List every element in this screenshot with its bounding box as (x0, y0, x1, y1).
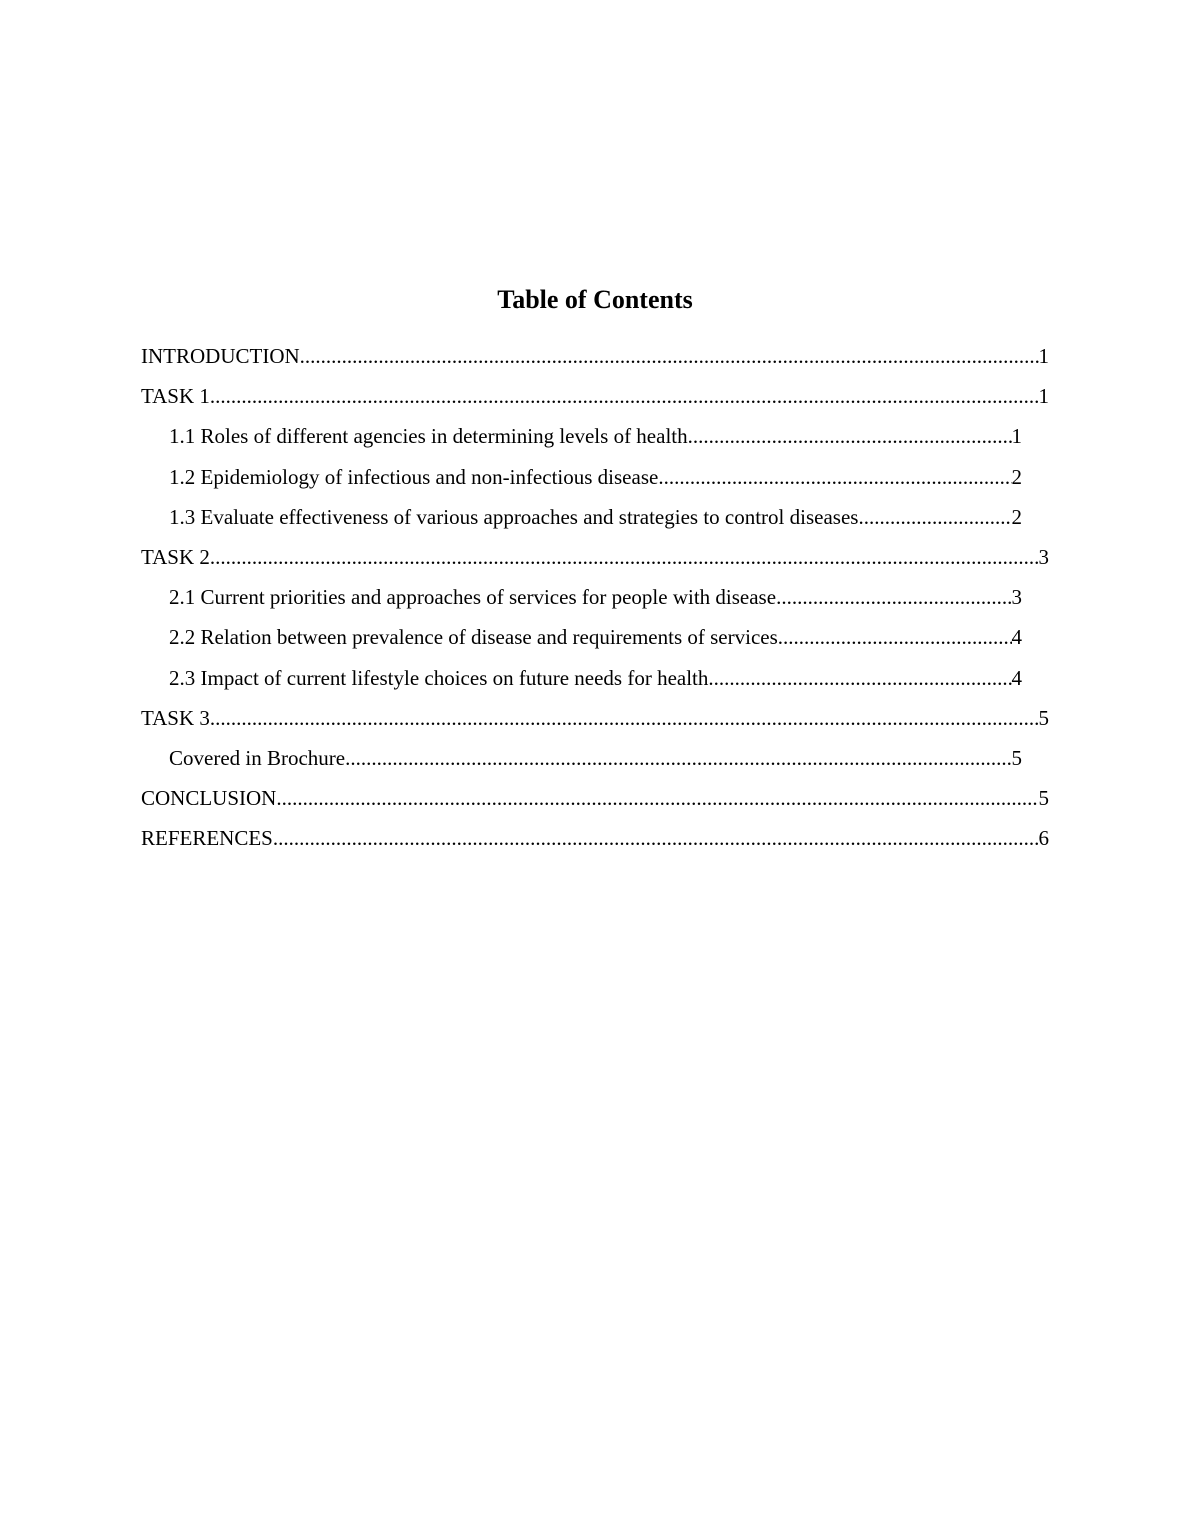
toc-dot-leader (300, 341, 1039, 371)
toc-entry-task-2[interactable] (141, 542, 1049, 582)
toc-dot-leader (273, 823, 1039, 853)
toc-page-number: 1 (1011, 424, 1022, 449)
toc-dot-leader (708, 663, 1011, 693)
toc-entry-text: Covered in Brochure (169, 745, 346, 770)
toc-entry-text: 1.2 Epidemiology of infectious and non-infectious disease (169, 464, 659, 489)
toc-entry-1-2[interactable] (169, 462, 1022, 502)
toc-entry-text: 2.3 Impact of current lifestyle choices on future needs for health (169, 665, 709, 690)
toc-entry-1-1[interactable] (169, 421, 1022, 461)
toc-dot-leader (210, 381, 1039, 411)
toc-entry-text: CONCLUSION (141, 786, 277, 811)
toc-entry-covered-in-brochure[interactable] (169, 743, 1022, 783)
toc-entry-text: TASK 2 (141, 544, 210, 569)
toc-entry-text: 2.1 Current priorities and approaches of services for people with disease (169, 585, 777, 610)
toc-entry-conclusion[interactable] (141, 783, 1049, 823)
toc-dot-leader (858, 502, 1011, 532)
toc-page-number: 2 (1011, 464, 1022, 489)
toc-list (141, 341, 1049, 863)
toc-page-number: 6 (1038, 826, 1049, 851)
toc-entry-2-3[interactable] (169, 663, 1022, 703)
toc-entry-task-1[interactable] (141, 381, 1049, 421)
toc-page-number: 2 (1011, 504, 1022, 529)
toc-page-number: 4 (1011, 665, 1022, 690)
toc-dot-leader (210, 703, 1039, 733)
toc-dot-leader (776, 582, 1011, 612)
toc-entry-text: 2.2 Relation between prevalence of disease and requirements of services (169, 625, 778, 650)
toc-page-number: 3 (1038, 544, 1049, 569)
toc-entry-1-3[interactable] (169, 502, 1022, 542)
toc-title: Table of Contents (497, 285, 693, 314)
toc-page-number: 1 (1038, 344, 1049, 368)
toc-entry-text: 1.1 Roles of different agencies in determining levels of health (169, 424, 688, 449)
toc-page-number: 3 (1011, 585, 1022, 610)
toc-entry-2-1[interactable] (169, 582, 1022, 622)
toc-dot-leader (778, 622, 1012, 652)
toc-entry-introduction[interactable] (141, 341, 1049, 381)
toc-page-number: 5 (1038, 705, 1049, 730)
toc-dot-leader (658, 462, 1011, 492)
toc-dot-leader (276, 783, 1038, 813)
toc-dot-leader (210, 542, 1039, 572)
toc-page-number: 5 (1011, 745, 1022, 770)
toc-entry-text: TASK 1 (141, 384, 210, 409)
toc-entry-task-3[interactable] (141, 703, 1049, 743)
toc-entry-text: REFERENCES (141, 826, 273, 851)
toc-page-number: 1 (1038, 384, 1049, 409)
toc-entry-text: 1.3 Evaluate effectiveness of various approaches and strategies to control diseases (169, 504, 859, 529)
toc-page-number: 4 (1011, 625, 1022, 650)
toc-entry-text: INTRODUCTION (141, 344, 300, 368)
toc-entry-2-2[interactable] (169, 622, 1022, 662)
toc-entry-text: TASK 3 (141, 705, 210, 730)
toc-entry-references[interactable] (141, 823, 1049, 863)
toc-dot-leader (345, 743, 1011, 773)
toc-dot-leader (688, 421, 1012, 451)
toc-page-number: 5 (1038, 786, 1049, 811)
